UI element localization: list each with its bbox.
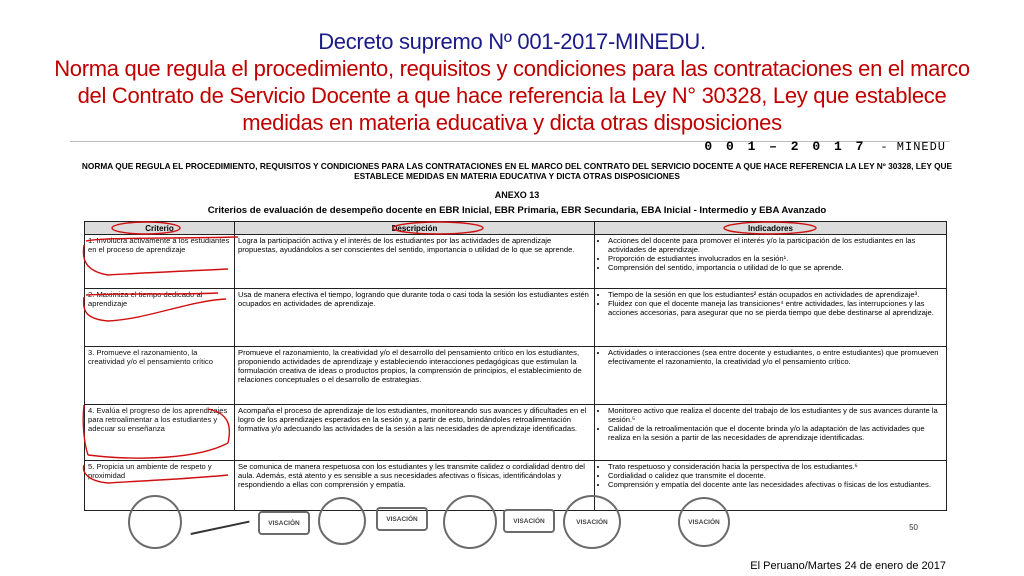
- criterion-cell: 4. Evalúa el progreso de los aprendizajes para retroalimentar a los estudiantes y adecuar su enseñanza: [85, 405, 235, 461]
- indicator-item: • Acciones del docente para promover el interés y/o la participación de los estudiantes en las actividades de aprendizaje.: [608, 236, 943, 254]
- decree-number: [704, 139, 946, 154]
- indicator-item: • Fluidez con que el docente maneja las transiciones⁴ entre actividades, las interrupciones y las acciones accesorias, para asegurar que no se pierda tiempo que debe destinarse al aprendizaje.: [608, 299, 943, 317]
- seal-stamp: [443, 495, 497, 549]
- seal-label: VISACIÓN: [386, 515, 418, 523]
- seal-visacion: [376, 507, 428, 531]
- evaluation-table: [84, 221, 947, 511]
- indicator-item: • Cordialidad o calidez que transmite el docente.: [608, 471, 943, 480]
- page-number: 50: [909, 523, 918, 532]
- seal-label: VISACIÓN: [688, 518, 720, 526]
- seal-stamp: [678, 497, 730, 547]
- seal-visacion: [258, 511, 310, 535]
- table-header-row: [85, 222, 947, 235]
- slide-title: [40, 28, 984, 136]
- indicator-item: • Proporción de estudiantes involucrados en la sesión¹.: [608, 254, 943, 263]
- indicators-cell: [595, 289, 947, 347]
- criterion-cell: 5. Propicia un ambiente de respeto y proximidad: [85, 461, 235, 511]
- column-indicators: Indicadores: [595, 222, 947, 235]
- indicator-item: • Comprensión y empatía del docente ante las necesidades afectivas o físicas de los estudiantes.: [608, 480, 943, 489]
- description-cell: Promueve el razonamiento, la creatividad y/o el desarrollo del pensamiento crítico en los estudiantes, proponiendo actividades de aprendizaje y estableciendo interacciones pedagógicas que estimulan la formulación creativa de ideas o productos propios, la comprensión de principios, el establecimiento de relaciones conceptuales o el desarrollo de estrategias.: [235, 347, 595, 405]
- indicator-item: • Trato respetuoso y consideración hacia la perspectiva de los estudiantes.⁶: [608, 462, 943, 471]
- table-row: [85, 235, 947, 289]
- seal-label: VISACIÓN: [576, 518, 608, 526]
- indicator-item: • Comprensión del sentido, importancia o utilidad de lo que se aprende.: [608, 263, 943, 272]
- annex-label: ANEXO 13: [494, 190, 540, 200]
- table-row: [85, 289, 947, 347]
- scanned-document: [78, 139, 956, 548]
- description-cell: Logra la participación activa y el interés de los estudiantes por las actividades de aprendizaje propuestas, ayudándolos a ser conscientes del sentido, importancia o utilidad de lo que se aprende.: [235, 235, 595, 289]
- source-caption: El Peruano/Martes 24 de enero de 2017: [750, 560, 946, 572]
- criterion-cell: 1. Involucra activamente a los estudiantes en el proceso de aprendizaje: [85, 235, 235, 289]
- approval-seals: [118, 493, 938, 545]
- seal-stamp: [128, 495, 182, 549]
- criterion-cell: 2. Maximiza el tiempo dedicado al aprendizaje: [85, 289, 235, 347]
- title-norm: Norma que regula el procedimiento, requisitos y condiciones para las contrataciones en el marco del Contrato de Servicio Docente a que hace referencia la Ley N° 30328, Ley que establece medidas en materia educativa y dicta otras disposiciones: [54, 56, 970, 135]
- seal-label: VISACIÓN: [268, 519, 300, 527]
- criterion-cell: 3. Promueve el razonamiento, la creatividad y/o el pensamiento crítico: [85, 347, 235, 405]
- description-cell: Usa de manera efectiva el tiempo, logrando que durante toda o casi toda la sesión los estudiantes estén ocupados en actividades de aprendizaje.: [235, 289, 595, 347]
- column-description: Descripción: [235, 222, 595, 235]
- indicator-item: • Actividades o interacciones (sea entre docente y estudiantes, o entre estudiantes) que promueven efectivamente el razonamiento, la creatividad y/o el pensamiento crítico.: [608, 348, 943, 366]
- decree-number-text: 0 0 1 – 2 0 1 7: [704, 139, 867, 154]
- title-decree: Decreto supremo Nº 001-2017-MINEDU.: [318, 29, 706, 54]
- indicator-item: • Tiempo de la sesión en que los estudiantes² están ocupados en actividades de aprendizaje³.: [608, 290, 943, 299]
- indicators-cell: [595, 235, 947, 289]
- decree-tag: - MINEDU: [880, 140, 946, 154]
- table-row: [85, 347, 947, 405]
- indicators-cell: [595, 347, 947, 405]
- table-row: [85, 405, 947, 461]
- signature-mark: [186, 501, 249, 535]
- description-cell: Acompaña el proceso de aprendizaje de los estudiantes, monitoreando sus avances y dificultades en el logro de los aprendizajes esperados en la sesión y, a partir de esto, brindándoles retroalimentación formativa y/o adecuando las actividades de la sesión a las necesidades de aprendizaje identificadas.: [235, 405, 595, 461]
- seal-stamp: [318, 497, 366, 545]
- column-criterion: Criterio: [85, 222, 235, 235]
- indicator-item: • Monitoreo activo que realiza el docente del trabajo de los estudiantes y de sus avances durante la sesión.⁵: [608, 406, 943, 424]
- indicators-cell: [595, 405, 947, 461]
- seal-stamp: [563, 495, 621, 549]
- seal-label: VISACIÓN: [513, 517, 545, 525]
- criteria-title: Criterios de evaluación de desempeño docente en EBR Inicial, EBR Primaria, EBR Secundaria, EBA Inicial - Intermedio y EBA Avanzado: [207, 205, 827, 216]
- seal-visacion: [503, 509, 555, 533]
- description-cell: Se comunica de manera respetuosa con los estudiantes y les transmite calidez o cordialidad dentro del aula. Además, está atento y es sensible a sus necesidades afectivas o físicas, identificándolas y respondiendo a ellas con comprensión y empatía.: [235, 461, 595, 511]
- indicator-item: • Calidad de la retroalimentación que el docente brinda y/o la adaptación de las actividades que realiza en la sesión a partir de las necesidades de aprendizaje identificadas.: [608, 424, 943, 442]
- norm-header: NORMA QUE REGULA EL PROCEDIMIENTO, REQUISITOS Y CONDICIONES PARA LAS CONTRATACIONES EN EL MARCO DEL CONTRATO DEL SERVICIO DOCENTE A QUE HACE REFERENCIA LA LEY Nº 30328, LEY QUE ESTABLECE MEDIDAS EN MATERIA EDUCATIVA Y DICTA OTRAS DISPOSICIONES: [81, 161, 953, 181]
